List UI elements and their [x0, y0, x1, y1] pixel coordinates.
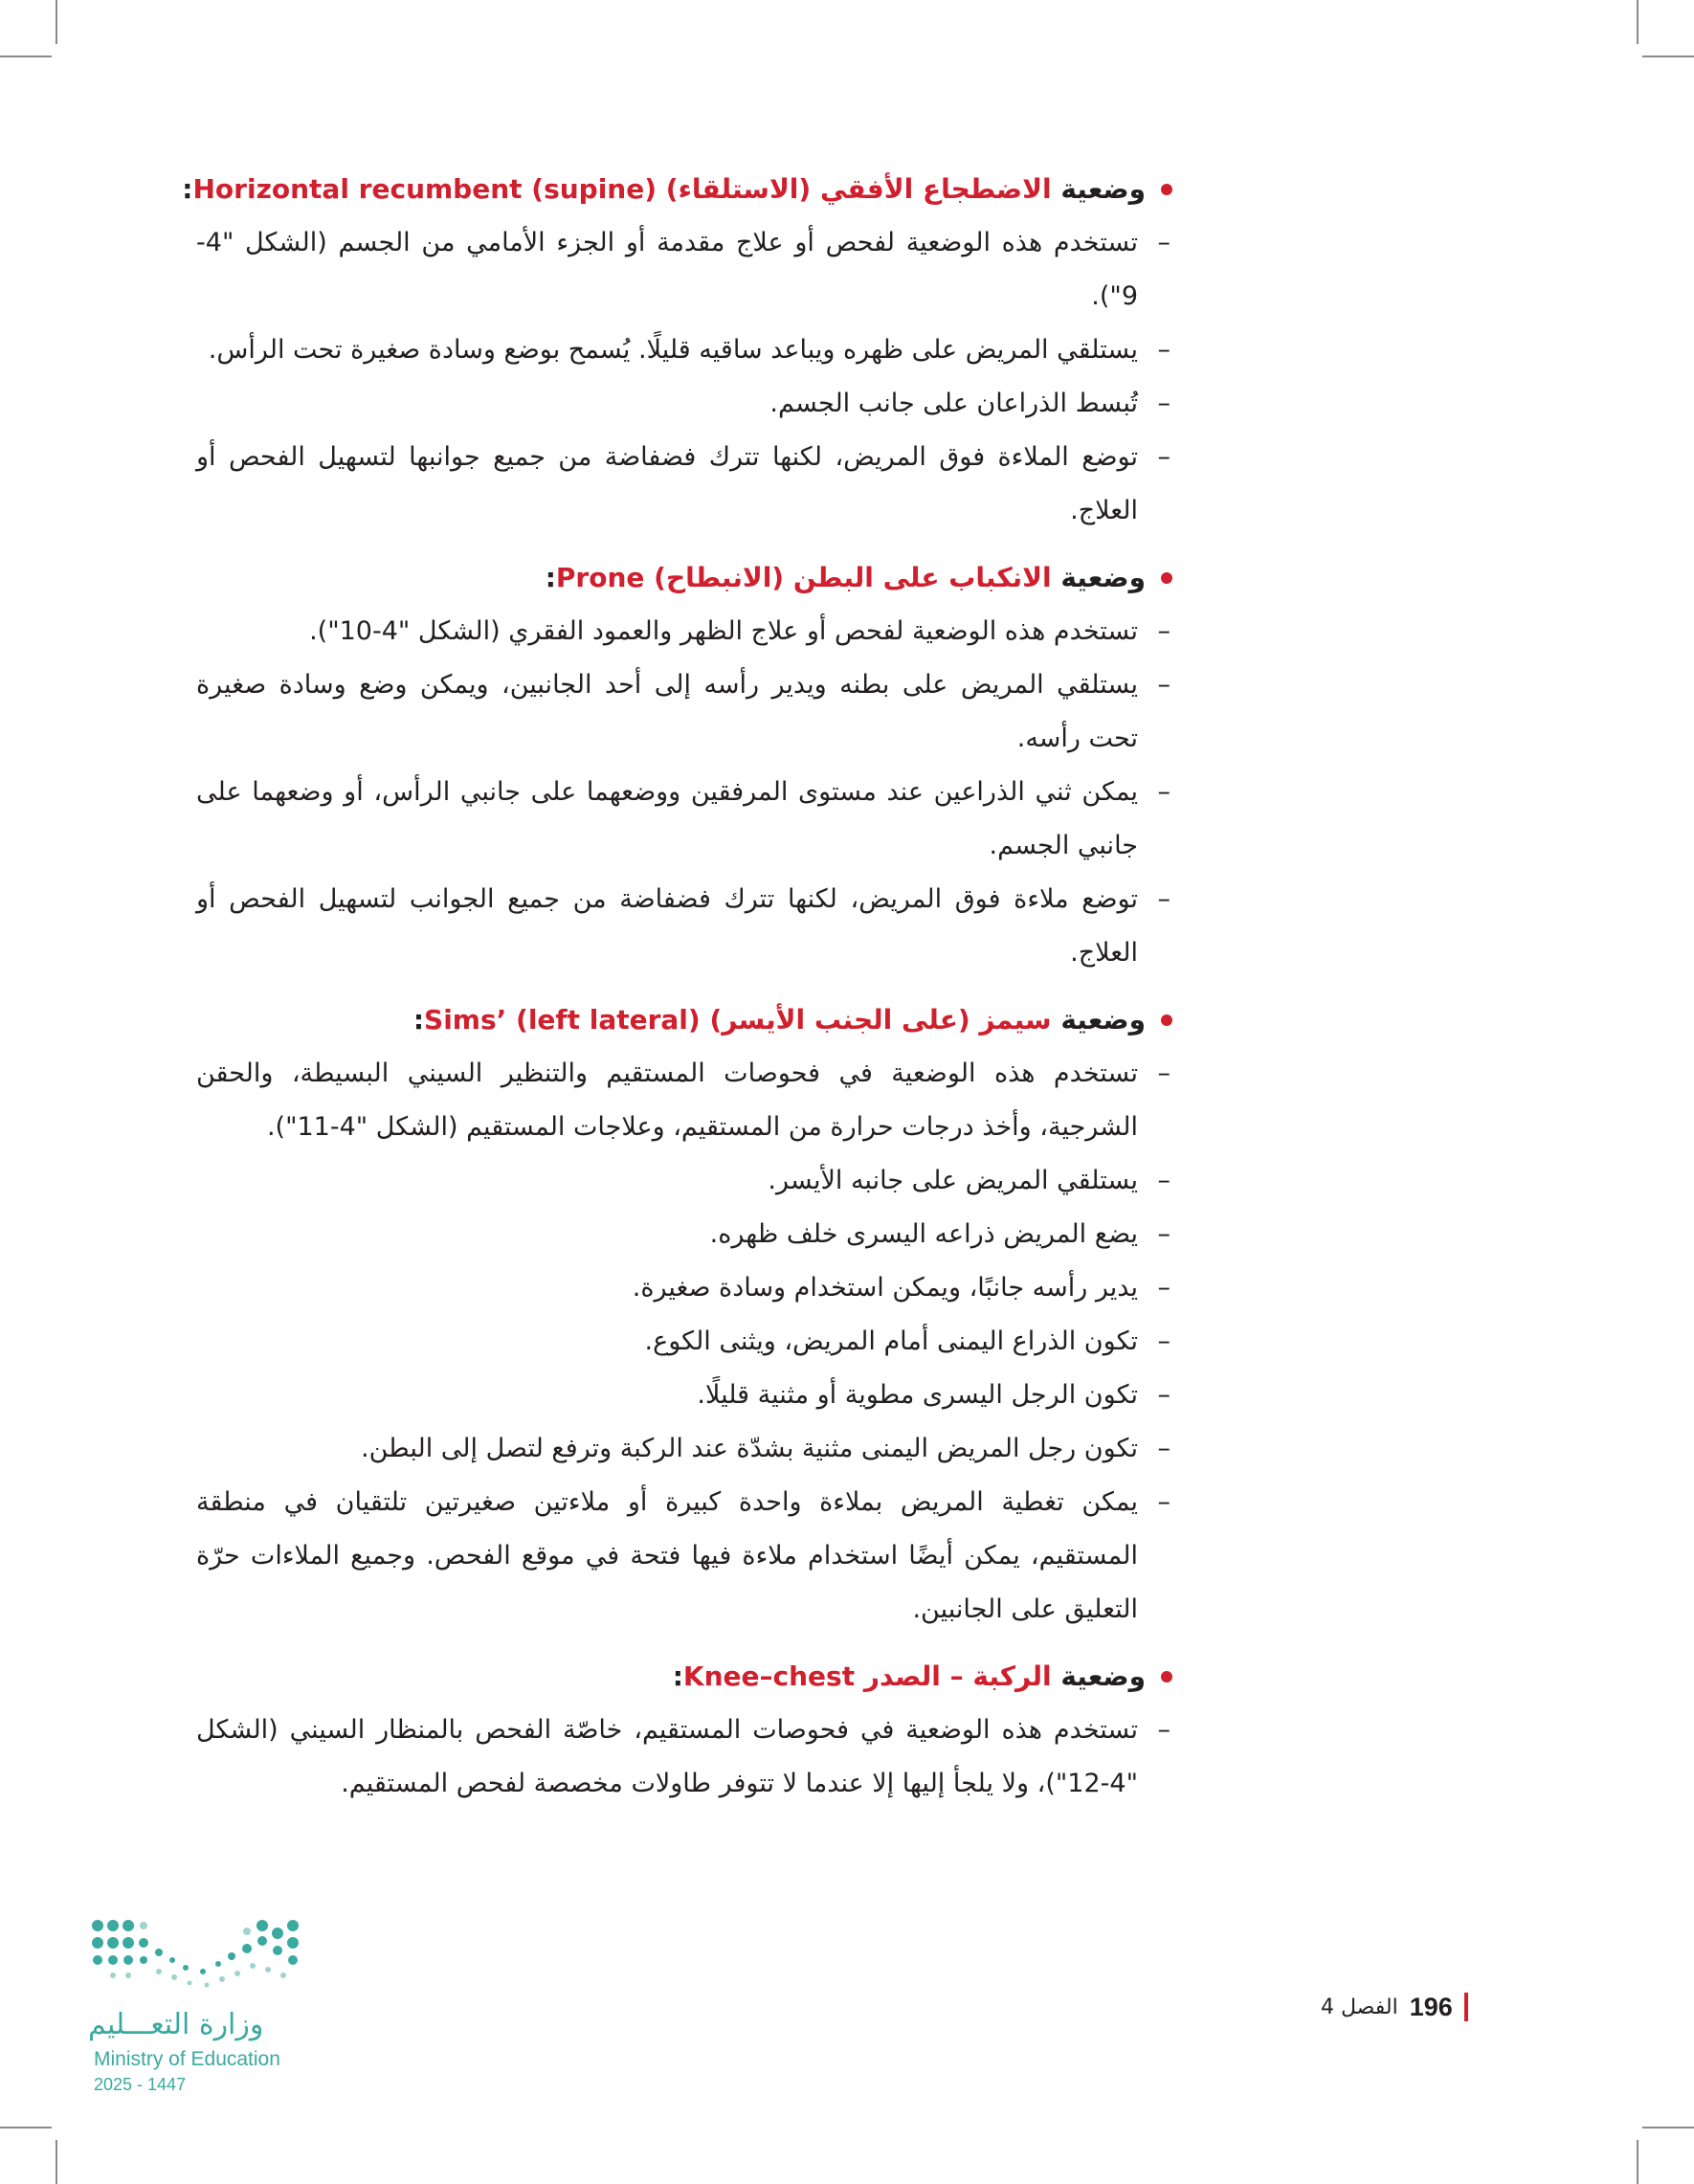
heading-arabic-term: الانكباب على البطن (الانبطاح)	[654, 562, 1052, 593]
dash-icon: –	[1157, 442, 1170, 472]
item-text: يضع المريض ذراعه اليسرى خلف ظهره.	[709, 1219, 1138, 1249]
section-heading	[196, 993, 1172, 1047]
item-text: تستخدم هذه الوضعية في فحوصات المستقيم، خاصّة الفحص بالمنظار السيني (الشكل "4-12")، ولا يلجأ إليها إلا عندما لا تتوفر طاولات مخصصة لفحص المستقيم.	[196, 1715, 1138, 1798]
dash-icon: –	[1157, 1166, 1170, 1195]
heading-english-term: Sims’ (left lateral)	[424, 1004, 701, 1036]
bullet-icon	[1161, 184, 1172, 195]
list-item	[196, 766, 1172, 873]
dash-icon: –	[1157, 1059, 1170, 1088]
section-heading	[196, 1650, 1172, 1704]
dash-icon: –	[1157, 884, 1170, 914]
list-item	[196, 1047, 1172, 1154]
heading-prefix: وضعية	[1060, 562, 1146, 593]
dash-icon: –	[1157, 1326, 1170, 1356]
crop-mark	[56, 0, 57, 44]
dash-icon: –	[1157, 335, 1170, 365]
item-text: تُبسط الذراعان على جانب الجسم.	[769, 389, 1138, 418]
ministry-logo	[88, 1914, 308, 2106]
list-item	[196, 658, 1172, 766]
item-list	[196, 1704, 1172, 1811]
dash-icon: –	[1157, 616, 1170, 646]
heading-english-term: Knee–chest	[682, 1660, 856, 1692]
dash-icon: –	[1157, 1715, 1170, 1745]
item-text: تستخدم هذه الوضعية في فحوصات المستقيم والتنظير السيني البسيطة، والحقن الشرجية، وأخذ درجات حرارة من المستقيم، وعلاجات المستقيم (الشكل "4-11").	[196, 1059, 1138, 1142]
crop-mark	[0, 2127, 52, 2128]
crop-mark	[1642, 2127, 1694, 2128]
list-item	[196, 1422, 1172, 1476]
heading-prefix: وضعية	[1060, 173, 1146, 205]
logo-year: 2025 - 1447	[94, 2075, 187, 2094]
heading-colon: :	[545, 562, 556, 593]
section-supine	[182, 163, 1172, 538]
list-item	[196, 1315, 1172, 1369]
item-list	[196, 605, 1172, 980]
page-number: 196	[1409, 1992, 1453, 2021]
heading-english-term: Prone	[555, 562, 645, 593]
heading-arabic-term: الركبة – الصدر	[863, 1660, 1052, 1692]
item-text: يستلقي المريض على ظهره ويباعد ساقيه قليلًا. يُسمح بوضع وسادة صغيرة تحت الرأس.	[208, 335, 1138, 365]
item-text: تكون الذراع اليمنى أمام المريض، ويثنى الكوع.	[644, 1326, 1138, 1356]
dash-icon: –	[1157, 1487, 1170, 1517]
chapter-label: الفصل 4	[1321, 1995, 1398, 2019]
list-item	[196, 1261, 1172, 1315]
list-item	[196, 1208, 1172, 1261]
item-text: يمكن ثني الذراعين عند مستوى المرفقين ووضعهما على جانبي الرأس، أو وضعهما على جانبي الجسم.	[196, 777, 1138, 860]
logo-dots-icon	[88, 1914, 308, 1991]
list-item	[196, 216, 1172, 323]
dash-icon: –	[1157, 1219, 1170, 1249]
list-item	[196, 605, 1172, 658]
heading-colon: :	[672, 1660, 683, 1692]
bullet-icon	[1161, 1014, 1172, 1026]
dash-icon: –	[1157, 777, 1170, 807]
section-prone	[196, 551, 1172, 980]
heading-arabic-term: الاضطجاع الأفقي (الاستلقاء)	[665, 173, 1052, 205]
item-list	[196, 216, 1172, 538]
dash-icon: –	[1157, 1273, 1170, 1303]
item-text: تستخدم هذه الوضعية لفحص أو علاج الظهر والعمود الفقري (الشكل "4-10").	[309, 616, 1138, 646]
logo-arabic-name: وزارة التعـــليم	[88, 2008, 264, 2041]
crop-mark	[1642, 56, 1694, 57]
item-text: يمكن تغطية المريض بملاءة واحدة كبيرة أو ملاءتين صغيرتين تلتقيان في منطقة المستقيم، يمكن أيضًا استخدام ملاءة فيها فتحة في موقع الفحص. وجميع الملاءات حرّة التعليق على الجانبين.	[196, 1487, 1138, 1624]
item-list	[196, 1047, 1172, 1637]
item-text: يدير رأسه جانبًا، ويمكن استخدام وسادة صغيرة.	[632, 1273, 1138, 1303]
crop-mark	[1637, 0, 1638, 44]
page-footer	[1321, 1991, 1468, 2023]
dash-icon: –	[1157, 670, 1170, 700]
list-item	[196, 873, 1172, 980]
crop-mark	[0, 56, 52, 57]
heading-prefix: وضعية	[1060, 1004, 1146, 1036]
section-knee-chest	[196, 1650, 1172, 1811]
dash-icon: –	[1157, 228, 1170, 257]
bullet-icon	[1161, 1671, 1172, 1683]
section-sims	[196, 993, 1172, 1637]
list-item	[196, 1704, 1172, 1811]
list-item	[196, 431, 1172, 538]
crop-mark	[1637, 2140, 1638, 2184]
heading-english-term: Horizontal recumbent (supine)	[192, 173, 658, 205]
section-heading	[196, 551, 1172, 605]
item-text: توضع الملاءة فوق المريض، لكنها تترك فضفاضة من جميع جوانبها لتسهيل الفحص أو العلاج.	[196, 442, 1138, 525]
list-item	[196, 323, 1172, 377]
crop-mark	[56, 2140, 57, 2184]
heading-arabic-term: سيمز (على الجنب الأيسر)	[709, 1004, 1052, 1036]
heading-colon: :	[182, 173, 193, 205]
item-text: يستلقي المريض على بطنه ويدير رأسه إلى أحد الجانبين، ويمكن وضع وسادة صغيرة تحت رأسه.	[196, 670, 1138, 753]
section-heading	[182, 163, 1172, 216]
bullet-icon	[1161, 572, 1172, 584]
page-body	[182, 163, 1172, 1824]
item-text: تكون الرجل اليسرى مطوية أو مثنية قليلًا.	[697, 1380, 1138, 1410]
logo-english-name: Ministry of Education	[94, 2048, 280, 2070]
footer-accent-bar	[1464, 1993, 1468, 2021]
list-item	[196, 377, 1172, 431]
list-item	[196, 1154, 1172, 1208]
heading-colon: :	[412, 1004, 425, 1036]
heading-prefix: وضعية	[1060, 1660, 1146, 1692]
dash-icon: –	[1157, 1380, 1170, 1410]
item-text: تكون رجل المريض اليمنى مثنية بشدّة عند الركبة وترفع لتصل إلى البطن.	[361, 1434, 1138, 1463]
dash-icon: –	[1157, 389, 1170, 418]
item-text: تستخدم هذه الوضعية لفحص أو علاج مقدمة أو الجزء الأمامي من الجسم (الشكل "4-9").	[196, 228, 1138, 311]
dash-icon: –	[1157, 1434, 1170, 1463]
list-item	[196, 1369, 1172, 1422]
list-item	[196, 1476, 1172, 1637]
item-text: توضع ملاءة فوق المريض، لكنها تترك فضفاضة من جميع الجوانب لتسهيل الفحص أو العلاج.	[196, 884, 1138, 968]
item-text: يستلقي المريض على جانبه الأيسر.	[768, 1166, 1138, 1195]
